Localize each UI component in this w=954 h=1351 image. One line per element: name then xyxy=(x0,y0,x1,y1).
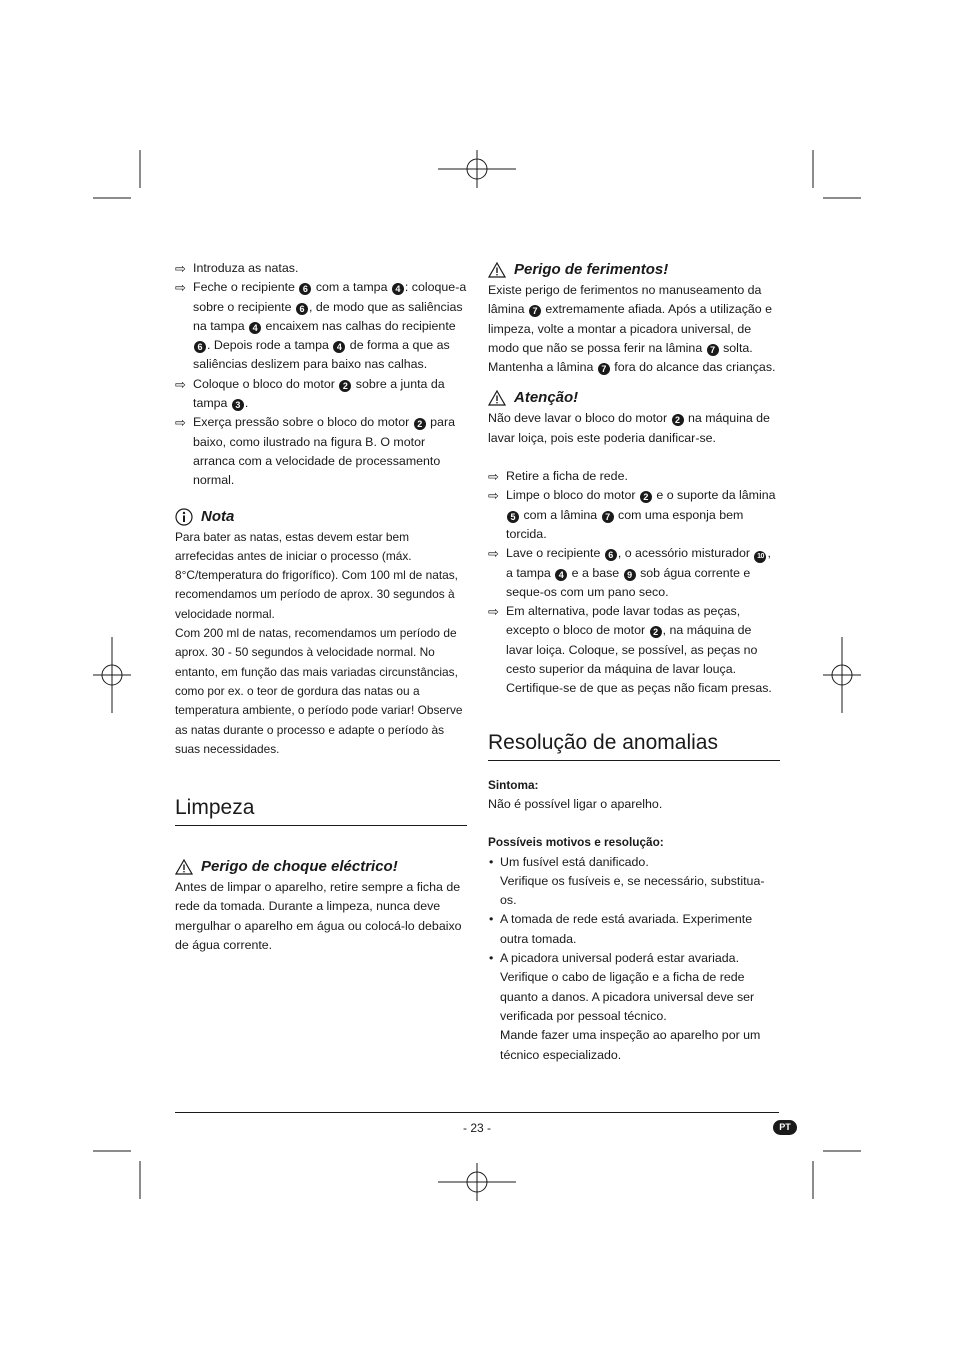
part-number-badge: 10 xyxy=(754,551,766,563)
text-run: Introduza as natas. xyxy=(193,261,299,275)
text-run: , na máquina de lavar loiça. Coloque, se possível, as peças no cesto superior da máquina de lavar louça. Certifique-se de que as peças não ficam presas. xyxy=(506,623,772,696)
part-number-badge: 4 xyxy=(392,283,404,295)
text-run: Em alternativa, pode lavar todas as peças, excepto o bloco de motor xyxy=(506,604,741,638)
info-icon xyxy=(175,508,193,526)
text-run: . Depois rode a tampa xyxy=(207,338,333,353)
part-number-badge: 4 xyxy=(555,569,567,581)
ferimentos-text xyxy=(488,281,780,377)
arrow-right-icon: ⇨ xyxy=(488,546,499,562)
part-number-badge: 7 xyxy=(529,305,541,317)
part-number-badge: 6 xyxy=(194,341,206,353)
choque-warning xyxy=(175,856,467,955)
warning-triangle-icon xyxy=(488,390,506,406)
bullet-icon: • xyxy=(489,912,494,927)
left-column xyxy=(175,259,467,955)
nota-header xyxy=(175,506,467,528)
ferimentos-title: Perigo de ferimentos! xyxy=(514,261,669,278)
choque-header xyxy=(175,856,467,878)
list-item-text: A picadora universal poderá estar avariada. xyxy=(500,951,740,966)
part-number-badge: 5 xyxy=(507,511,519,523)
text-run: extremamente afiada. Após a utilização e limpeza, volte a montar a picadora universal, de modo que não se possa ferir na lâmina xyxy=(488,302,773,355)
step-item xyxy=(175,375,467,414)
list-item-detail: Verifique os fusíveis e, se necessário, substitua-os. xyxy=(500,873,765,908)
part-number-badge: 6 xyxy=(299,283,311,295)
text-run: de forma a que as saliências deslizem para baixo nas calhas. xyxy=(193,338,450,372)
text-run: Exerça pressão sobre o bloco do motor xyxy=(193,415,413,430)
list-item-detail: Mande fazer uma inspeção ao aparelho por um técnico especializado. xyxy=(500,1028,761,1062)
cleaning-steps xyxy=(488,467,780,699)
atencao-warning xyxy=(488,387,780,448)
text-run: , de modo que as saliências na tampa xyxy=(193,299,463,333)
nota-paragraph-1: Para bater as natas, estas devem estar bem arrefecidas antes de iniciar o processo (máx. 8°C/temperatura do frigorífico). Com 100 ml de natas, recomendamos um período de aprox. 30 segundos à velocidade normal. xyxy=(175,529,458,621)
part-number-badge: 3 xyxy=(232,399,244,411)
part-number-badge: 6 xyxy=(296,303,308,315)
text-run: Retire a ficha de rede. xyxy=(506,469,628,484)
text-run: e a base xyxy=(568,565,623,580)
nota-paragraph-2: Com 200 ml de natas, recomendamos um período de aprox. 30 - 50 segundos à velocidade normal. No entanto, em função das mais variadas circunstâncias, como por ex. o teor de gordura das natas ou a temperatura ambiente, o período pode variar! Observe as natas durante o processo e adapte o período às suas necessidades. xyxy=(175,626,463,756)
text-run: sob água corrente e seque-os com um pano seco. xyxy=(506,565,751,599)
step-item xyxy=(175,278,467,374)
nota-block xyxy=(175,506,467,760)
text-run: para baixo, como ilustrado na figura B. O motor arranca com a velocidade de processamento normal. xyxy=(193,415,455,488)
step-item xyxy=(488,486,780,544)
step-item xyxy=(488,467,780,486)
page-number: - 23 - xyxy=(462,1121,491,1135)
anomalias-title: Resolução de anomalias xyxy=(488,729,780,761)
arrow-right-icon: ⇨ xyxy=(488,604,499,620)
list-item-text: A tomada de rede está avariada. Experimente outra tomada. xyxy=(500,912,753,946)
text-run: Feche o recipiente xyxy=(193,280,299,295)
motivos-list xyxy=(488,853,780,1065)
limpeza-title: Limpeza xyxy=(175,794,467,826)
step-item xyxy=(175,259,467,278)
list-item xyxy=(488,949,780,1065)
text-run: na máquina de lavar loiça, pois este poderia danificar-se. xyxy=(488,411,770,445)
text-run: encaixem nas calhas do recipiente xyxy=(262,318,456,333)
list-item xyxy=(488,853,780,911)
text-run: Coloque o bloco do motor xyxy=(193,376,339,391)
arrow-right-icon: ⇨ xyxy=(488,488,499,504)
text-run: , o acessório misturador xyxy=(617,546,754,561)
list-item-text: Um fusível está danificado. xyxy=(500,854,649,869)
sintoma-text: Não é possível ligar o aparelho. xyxy=(488,796,663,811)
warning-triangle-icon xyxy=(175,859,193,875)
part-number-badge: 7 xyxy=(707,344,719,356)
part-number-badge: 4 xyxy=(249,322,261,334)
text-run: : coloque-a sobre o recipiente xyxy=(193,280,467,314)
instruction-steps xyxy=(175,259,467,491)
text-run: solta. Mantenha a lâmina xyxy=(488,340,753,375)
text-run: Não deve lavar o bloco do motor xyxy=(488,411,671,426)
part-number-badge: 7 xyxy=(598,363,610,375)
part-number-badge: 2 xyxy=(672,414,684,426)
part-number-badge: 6 xyxy=(605,549,617,561)
bullet-icon: • xyxy=(489,854,494,869)
atencao-header xyxy=(488,387,780,409)
text-run: fora do alcance das crianças. xyxy=(610,360,776,375)
ferimentos-header xyxy=(488,259,780,281)
ferimentos-warning xyxy=(488,259,780,377)
text-run: com uma esponja bem torcida. xyxy=(506,507,744,541)
list-item-detail: Verifique o cabo de ligação e a ficha de rede quanto a danos. A picadora universal deve ser verificada por pessoal técnico. xyxy=(500,970,755,1023)
part-number-badge: 2 xyxy=(640,491,652,503)
part-number-badge: 2 xyxy=(650,626,662,638)
text-run: . xyxy=(244,396,249,411)
step-item xyxy=(488,544,780,602)
text-run: sobre a junta da tampa xyxy=(193,376,445,411)
text-run: com a tampa xyxy=(312,280,391,295)
text-run: Lave o recipiente xyxy=(506,546,604,561)
arrow-right-icon: ⇨ xyxy=(488,469,499,485)
sintoma-label: Sintoma: xyxy=(488,777,539,792)
part-number-badge: 2 xyxy=(414,418,426,430)
step-item xyxy=(175,413,467,490)
atencao-title: Atenção! xyxy=(514,389,579,407)
choque-title: Perigo de choque eléctrico! xyxy=(201,858,398,876)
text-run: Limpe o bloco do motor xyxy=(506,488,639,503)
arrow-right-icon: ⇨ xyxy=(175,280,186,296)
arrow-right-icon: ⇨ xyxy=(175,261,186,276)
arrow-right-icon: ⇨ xyxy=(175,376,186,392)
choque-text: Antes de limpar o aparelho, retire sempre a ficha de rede da tomada. Durante a limpeza, nunca deve mergulhar o aparelho em água ou colocá-lo debaixo de água corrente. xyxy=(175,880,462,953)
list-item xyxy=(488,910,780,949)
footer-rule xyxy=(175,1112,779,1113)
text-run: Existe perigo de ferimentos no manuseamento da lâmina xyxy=(488,283,762,317)
bullet-icon: • xyxy=(489,951,494,966)
right-column xyxy=(488,259,780,1065)
warning-triangle-icon xyxy=(488,262,506,278)
part-number-badge: 9 xyxy=(624,569,636,581)
motivos-label: Possíveis motivos e resolução: xyxy=(488,835,664,850)
language-badge: PT xyxy=(773,1120,797,1135)
part-number-badge: 7 xyxy=(602,511,614,523)
arrow-right-icon: ⇨ xyxy=(175,415,186,431)
text-run: e o suporte da lâmina xyxy=(652,488,776,503)
nota-title: Nota xyxy=(201,507,235,525)
text-run: com a lâmina xyxy=(520,507,601,522)
text-run: , a tampa xyxy=(506,546,771,580)
atencao-text xyxy=(488,409,780,448)
part-number-badge: 4 xyxy=(333,341,345,353)
part-number-badge: 2 xyxy=(339,380,351,392)
step-item xyxy=(488,602,780,698)
